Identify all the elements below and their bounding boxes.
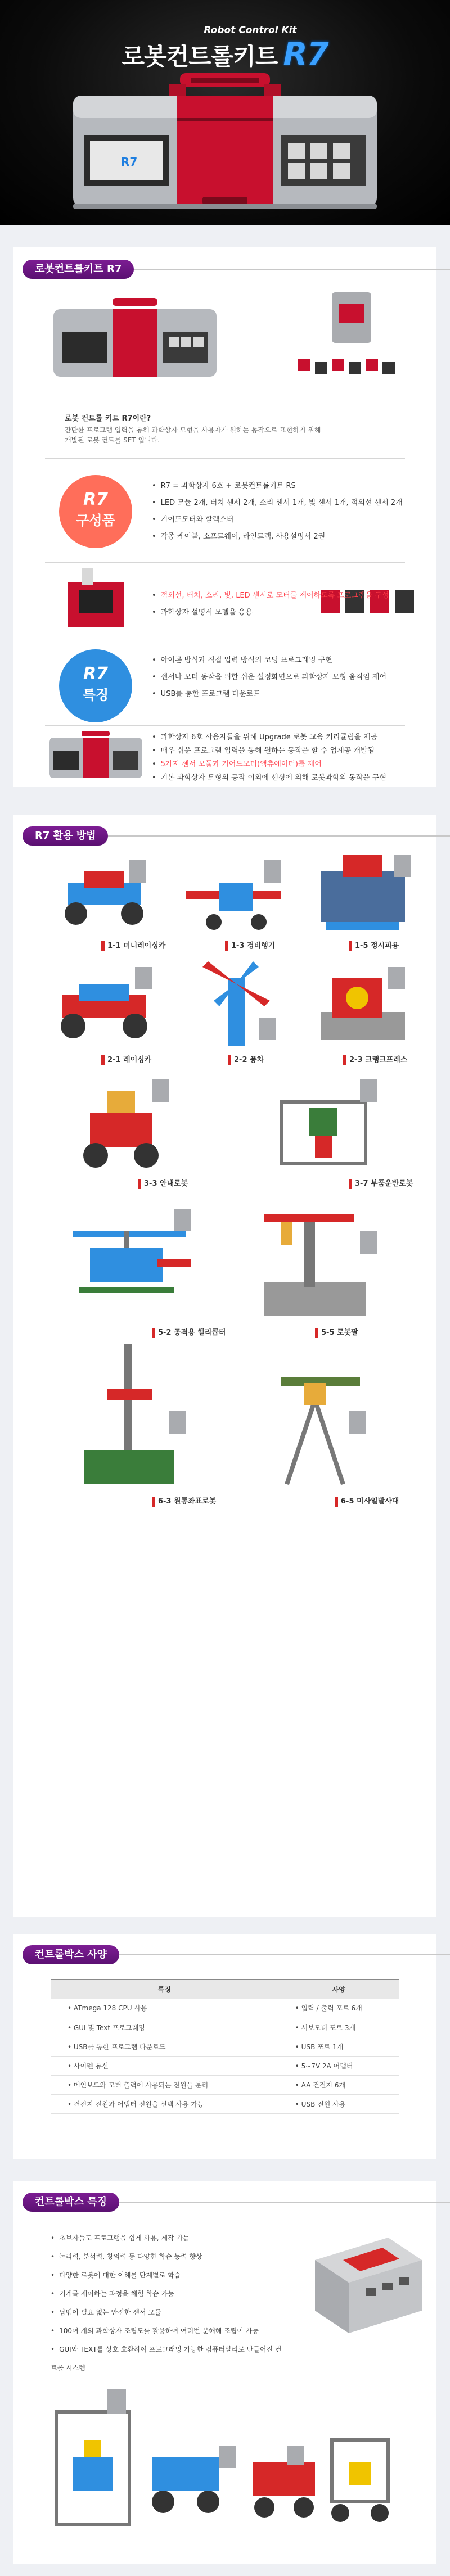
model-image <box>68 1079 174 1169</box>
control-box-image <box>304 2226 428 2339</box>
model-image <box>270 1079 382 1169</box>
model-caption: 3-7 부품운반로봇 <box>349 1178 413 1190</box>
list-item: • 기계를 제어하는 과정을 체험 학습 가능 <box>51 2285 287 2303</box>
intro-description <box>65 425 321 445</box>
list-item: • 과학상자 설명서 모델을 응용 <box>152 604 389 621</box>
list-item: • 다양한 로봇에 대한 이해를 단계별로 학습 <box>51 2266 287 2285</box>
toolbox-small-image <box>51 298 219 382</box>
components-list <box>152 478 403 545</box>
spec-table <box>51 1979 399 2114</box>
hero-model: R7 <box>283 36 328 73</box>
list-item: • 과학상자 6호 사용자들을 위해 Upgrade 로봇 교육 커리큘럼을 제공 <box>152 731 386 744</box>
control-board-image <box>56 568 135 635</box>
table-row: • 건전지 전원과 어댑터 전원을 선택 사용 가능 • USB 전원 사용 <box>51 2094 399 2113</box>
model-image <box>309 855 416 933</box>
table-header-row <box>51 1980 399 1999</box>
table-row: • 메인보드와 모터 출력에 사용되는 전원을 분리 • AA 건전지 6개 <box>51 2075 399 2094</box>
model-image <box>191 961 281 1046</box>
model-image <box>248 1197 382 1321</box>
list-item: • R7 = 과학상자 6호 + 로봇컨트롤키트 RS <box>152 478 403 495</box>
usage-tag <box>22 826 108 846</box>
box-features-list <box>51 2229 287 2378</box>
box-features-tag-label: 컨트롤박스 특징 <box>35 2196 107 2208</box>
intro-question: 로봇 컨트롤 키트 R7이란? <box>65 414 151 423</box>
list-item: • 기어드모터와 할렉스터 <box>152 512 403 528</box>
model-caption: 6-3 원통좌표로봇 <box>152 1495 216 1508</box>
toolbox-mini-image <box>48 731 143 781</box>
intro-desc-line2: 개발된 로봇 컨트롤 SET 입니다. <box>65 436 160 444</box>
model-caption: 5-2 공격용 헬리콥터 <box>152 1327 226 1339</box>
features-list-part2 <box>152 731 386 785</box>
robot-examples-image <box>51 2389 399 2547</box>
features-list <box>152 652 386 703</box>
divider <box>45 725 405 726</box>
model-caption: 2-2 풍차 <box>228 1054 264 1066</box>
model-caption: 3-3 안내로봇 <box>138 1178 188 1190</box>
tag-divider <box>119 1954 450 1955</box>
components-badge-label: 구성품 <box>76 513 115 528</box>
divider <box>45 458 405 459</box>
model-image <box>315 967 411 1046</box>
list-item: • 100여 개의 과학상자 조립도를 활용하여 여러번 분해해 조립이 가능 <box>51 2322 287 2340</box>
components-badge <box>59 475 132 548</box>
list-item: • 기본 과학상자 모형의 동작 이외에 센싱에 의해 로봇과학의 동작을 구현 <box>152 771 386 785</box>
list-item: • 센서나 모터 동작을 위한 쉬운 설정화면으로 과학상자 모형 움직임 제어 <box>152 669 386 686</box>
table-row: • USB를 통한 프로그램 다운로드 • USB 포트 1개 <box>51 2037 399 2056</box>
intro-desc-line1: 간단한 프로그램 입력을 통해 과학상자 모형을 사용자가 원하는 동작으로 표현하기 위해 <box>65 426 321 434</box>
list-item: • LED 모듈 2개, 터치 센서 2개, 소리 센서 1개, 빛 센서 1개, 적외선 센서 2개 <box>152 495 403 512</box>
list-item: • 납땜이 필요 없는 안전한 센서 모듈 <box>51 2303 287 2322</box>
table-row: • ATmega 128 CPU 사용 • 입력 / 출력 포트 6개 <box>51 1999 399 2018</box>
model-caption: 2-1 레이싱카 <box>101 1054 151 1066</box>
model-caption: 5-5 로봇팔 <box>315 1327 358 1339</box>
model-caption: 1-3 경비행기 <box>225 940 275 952</box>
components-badge-model: R7 <box>83 490 108 509</box>
model-image <box>68 1344 191 1490</box>
components-list-part2 <box>152 587 389 621</box>
list-item: • USB를 통한 프로그램 다운로드 <box>152 686 386 703</box>
model-image <box>51 967 158 1046</box>
hero-banner <box>0 0 450 225</box>
list-item: • 매우 쉬운 프로그램 입력을 통해 원하는 동작을 할 수 업계공 개발됨 <box>152 744 386 758</box>
table-header: 특징 <box>51 1980 278 1999</box>
intro-tag <box>22 260 134 279</box>
divider <box>45 562 405 563</box>
table-row: • GUI 및 Text 프로그래밍 • 서보모터 포트 3개 <box>51 2018 399 2037</box>
table-row: • 사이렌 통신 • 5~7V 2A 어댑터 <box>51 2056 399 2075</box>
tag-divider <box>119 2202 450 2203</box>
list-item: • 아이콘 방식과 직접 입력 방식의 코딩 프로그래밍 구현 <box>152 652 386 669</box>
sensor-modules-image <box>292 292 411 388</box>
usage-tag-label: R7 활용 방법 <box>35 830 96 842</box>
table-header: 사양 <box>278 1980 399 1999</box>
model-image <box>62 1209 197 1321</box>
box-features-tag <box>22 2193 119 2212</box>
features-badge <box>59 649 132 722</box>
spec-tag-label: 컨트롤박스 사양 <box>35 1949 107 1960</box>
tag-divider <box>108 835 450 837</box>
features-badge-label: 특징 <box>82 687 109 703</box>
list-item: • 초보자들도 프로그램을 쉽게 사용, 제작 가능 <box>51 2229 287 2248</box>
model-caption: 2-3 크랭크프레스 <box>343 1054 407 1066</box>
list-item: • 각종 케이블, 소프트웨어, 라인트랙, 사용설명서 2권 <box>152 528 403 545</box>
list-item: • 5가지 센서 모듈과 기어드모터(액츄에이터)를 제어 <box>152 758 386 771</box>
list-item: • 논리력, 분석력, 창의력 등 다양한 학습 능력 향상 <box>51 2248 287 2266</box>
model-caption: 6-5 미사일발사대 <box>335 1495 399 1508</box>
svg-text:R7: R7 <box>121 155 138 169</box>
toolbox-illustration <box>68 73 382 214</box>
hero-title-text: 로봇컨트롤키트 <box>122 43 278 70</box>
hero-title <box>0 36 450 73</box>
tag-divider <box>134 269 450 270</box>
list-item: • 적외선, 터치, 소리, 빛, LED 센서로 모터를 제어하도록 프로그램을 구성 <box>152 587 389 604</box>
model-image <box>180 860 287 933</box>
model-image <box>253 1344 377 1490</box>
hero-subtitle: Robot Control Kit <box>204 25 297 36</box>
model-caption: 1-5 정시피용 <box>349 940 399 952</box>
model-image <box>51 860 158 933</box>
spec-tag <box>22 1945 119 1964</box>
list-item: • GUI와 TEXT를 상호 호환하여 프로그래밍 가능한 컴퓨터알리로 만들어진 컨트롤 시스템 <box>51 2340 287 2378</box>
model-caption: 1-1 미니레이싱카 <box>101 940 165 952</box>
intro-tag-label: 로봇컨트롤키트 R7 <box>35 263 122 275</box>
features-badge-model: R7 <box>83 664 108 684</box>
